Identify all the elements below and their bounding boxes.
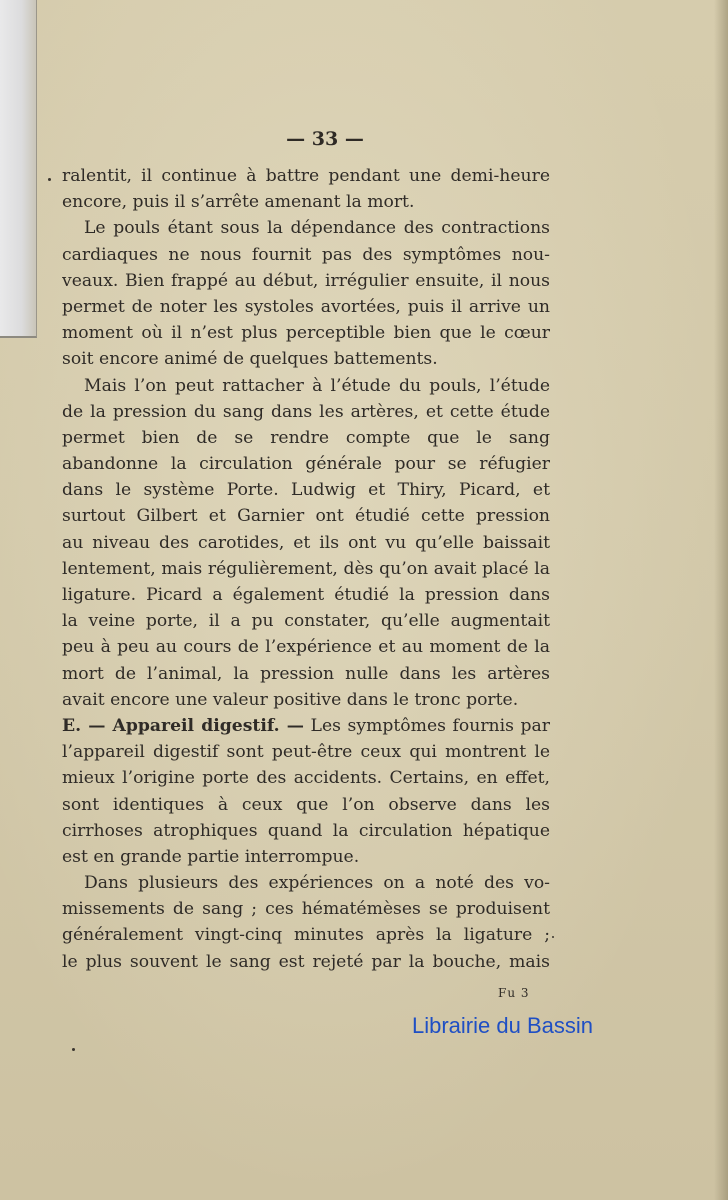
- text-line: surtout Gilbert et Garnier ont étudié cette pression: [62, 506, 550, 527]
- section-line: [62, 713, 550, 739]
- page-number: — 33 —: [286, 128, 364, 150]
- text-line: moment où il n’est plus perceptible bien que le cœur: [62, 323, 550, 344]
- text-line: mort de l’animal, la pression nulle dans les artères: [62, 663, 550, 684]
- text-line: au niveau des carotides, et ils ont vu qu’elle baissait: [62, 532, 550, 553]
- printer-signature: Fu 3: [498, 986, 530, 1000]
- page-edge-shadow: [714, 0, 728, 1200]
- text-line: Le pouls étant sous la dépendance des contractions: [84, 218, 550, 239]
- text-line: soit encore animé de quelques battements.: [62, 349, 438, 370]
- text-line: sont identiques à ceux que l’on observe dans les: [62, 794, 550, 815]
- ink-speck: [48, 178, 51, 181]
- text-line: la veine porte, il a pu constater, qu’elle augmentait: [62, 611, 550, 632]
- text-line: dans le système Porte. Ludwig et Thiry, Picard, et: [62, 480, 550, 501]
- section-heading: E. — Appareil digestif. —: [62, 715, 304, 736]
- text-line: de la pression du sang dans les artères, et cette étude: [62, 401, 550, 422]
- text-line: est en grande partie interrompue.: [62, 846, 360, 867]
- text-line: missements de sang ; ces hématémèses se produisent: [62, 899, 550, 920]
- text-line: Les symptômes fournis par: [310, 715, 550, 736]
- text-line: le plus souvent le sang est rejeté par la bouche, mais: [62, 951, 550, 972]
- text-line: encore, puis il s’arrête amenant la mort.: [62, 192, 415, 213]
- text-line: cardiaques ne nous fournit pas des symptômes nou-: [62, 244, 550, 265]
- text-line: ligature. Picard a également étudié la pression dans: [62, 585, 550, 605]
- ink-speck: [552, 936, 554, 938]
- text-line: veaux. Bien frappé au début, irrégulier ensuite, il nous: [62, 270, 550, 291]
- text-line: cirrhoses atrophiques quand la circulation hépatique: [62, 820, 550, 841]
- text-line: lentement, mais régulièrement, dès qu’on avait placé la: [62, 558, 550, 579]
- text-line: Dans plusieurs des expériences on a noté des vo-: [84, 873, 550, 894]
- watermark-text: Librairie du Bassin: [412, 1013, 593, 1038]
- text-line: permet de noter les systoles avortées, puis il arrive un: [62, 296, 550, 317]
- text-line: ralentit, il continue à battre pendant une demi-heure: [62, 166, 550, 186]
- text-line: Mais l’on peut rattacher à l’étude du pouls, l’étude: [84, 375, 550, 396]
- text-line: abandonne la circulation générale pour se réfugier: [62, 454, 550, 475]
- text-line: permet bien de se rendre compte que le sang: [62, 427, 550, 448]
- ink-speck: [72, 1048, 75, 1051]
- text-line: peu à peu au cours de l’expérience et au moment de la: [62, 637, 550, 658]
- text-line: généralement vingt-cinq minutes après la ligature ;: [62, 925, 550, 946]
- text-line: avait encore une valeur positive dans le tronc porte.: [62, 689, 519, 710]
- adjacent-page-edge: [0, 0, 37, 338]
- body-text: [62, 163, 550, 975]
- text-line: mieux l’origine porte des accidents. Certains, en effet,: [62, 768, 550, 789]
- text-line: l’appareil digestif sont peut-être ceux qui montrent le: [62, 742, 550, 763]
